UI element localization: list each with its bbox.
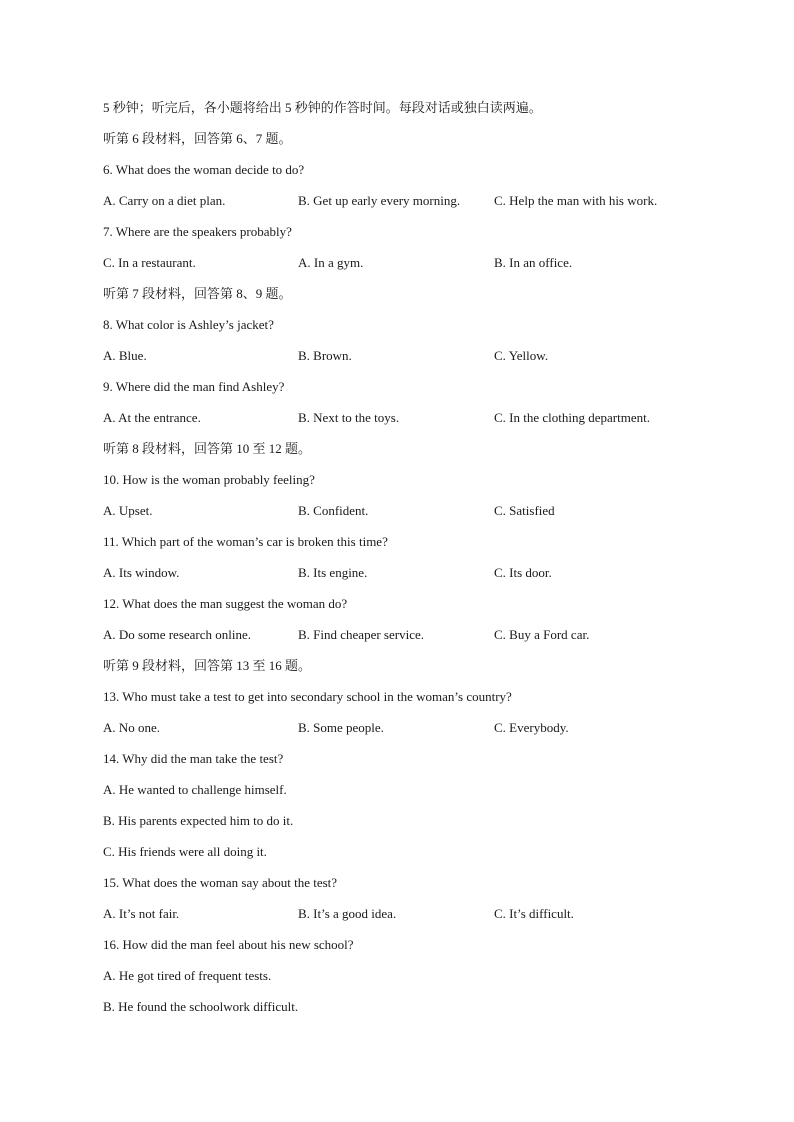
question-7-stem: 7. Where are the speakers probably? — [103, 224, 292, 239]
question-9-option-c: C. In the clothing department. — [494, 410, 650, 425]
question-8-options — [103, 348, 743, 364]
question-14-option-a: A. He wanted to challenge himself. — [103, 782, 287, 797]
question-9-option-b: B. Next to the toys. — [298, 410, 400, 425]
question-10-stem: 10. How is the woman probably feeling? — [103, 472, 315, 487]
question-14-option-b: B. His parents expected him to do it. — [103, 813, 294, 828]
question-13-option-c: C. Everybody. — [494, 720, 569, 735]
question-13-option-a: A. No one. — [103, 720, 161, 735]
question-6-option-c: C. Help the man with his work. — [494, 193, 658, 208]
question-11-stem: 11. Which part of the woman’s car is broken this time? — [103, 534, 388, 549]
question-6-stem: 6. What does the woman decide to do? — [103, 162, 305, 177]
question-13-options — [103, 720, 743, 736]
question-7-option-2: A. In a gym. — [298, 255, 364, 270]
question-11-option-c: C. Its door. — [494, 565, 552, 580]
section-heading-7: 听第 7 段材料，回答第 8、9 题。 — [103, 286, 292, 301]
question-16-option-b: B. He found the schoolwork difficult. — [103, 999, 299, 1014]
intro-line: 5 秒钟；听完后，各小题将给出 5 秒钟的作答时间。每段对话或独白读两遍。 — [103, 100, 542, 115]
section-heading-6: 听第 6 段材料，回答第 6、7 题。 — [103, 131, 292, 146]
question-12-option-b: B. Find cheaper service. — [298, 627, 424, 642]
question-6-option-b: B. Get up early every morning. — [298, 193, 461, 208]
question-6-options — [103, 193, 743, 209]
question-15-option-c: C. It’s difficult. — [494, 906, 574, 921]
question-12-options — [103, 627, 743, 643]
question-7-options — [103, 255, 743, 271]
question-13-stem: 13. Who must take a test to get into secondary school in the woman’s country? — [103, 689, 512, 704]
question-13-option-b: B. Some people. — [298, 720, 384, 735]
question-7-option-1: C. In a restaurant. — [103, 255, 196, 270]
question-8-option-a: A. Blue. — [103, 348, 147, 363]
question-6-option-a: A. Carry on a diet plan. — [103, 193, 226, 208]
question-15-stem: 15. What does the woman say about the test? — [103, 875, 338, 890]
question-7-option-3: B. In an office. — [494, 255, 573, 270]
question-9-options — [103, 410, 743, 426]
question-10-option-a: A. Upset. — [103, 503, 153, 518]
question-14-option-c: C. His friends were all doing it. — [103, 844, 267, 859]
question-12-option-a: A. Do some research online. — [103, 627, 252, 642]
section-heading-8: 听第 8 段材料，回答第 10 至 12 题。 — [103, 441, 312, 456]
question-11-options — [103, 565, 743, 581]
question-16-stem: 16. How did the man feel about his new school? — [103, 937, 354, 952]
section-heading-9: 听第 9 段材料，回答第 13 至 16 题。 — [103, 658, 312, 673]
question-12-stem: 12. What does the man suggest the woman do? — [103, 596, 348, 611]
question-9-option-a: A. At the entrance. — [103, 410, 201, 425]
question-10-option-c: C. Satisfied — [494, 503, 555, 518]
question-14-stem: 14. Why did the man take the test? — [103, 751, 284, 766]
question-10-option-b: B. Confident. — [298, 503, 369, 518]
question-8-option-b: B. Brown. — [298, 348, 352, 363]
question-8-option-c: C. Yellow. — [494, 348, 549, 363]
question-15-option-b: B. It’s a good idea. — [298, 906, 397, 921]
question-8-stem: 8. What color is Ashley’s jacket? — [103, 317, 274, 332]
question-11-option-a: A. Its window. — [103, 565, 180, 580]
question-10-options — [103, 503, 743, 519]
question-12-option-c: C. Buy a Ford car. — [494, 627, 590, 642]
question-11-option-b: B. Its engine. — [298, 565, 368, 580]
question-15-options — [103, 906, 743, 922]
question-9-stem: 9. Where did the man find Ashley? — [103, 379, 285, 394]
question-16-option-a: A. He got tired of frequent tests. — [103, 968, 272, 983]
question-15-option-a: A. It’s not fair. — [103, 906, 180, 921]
